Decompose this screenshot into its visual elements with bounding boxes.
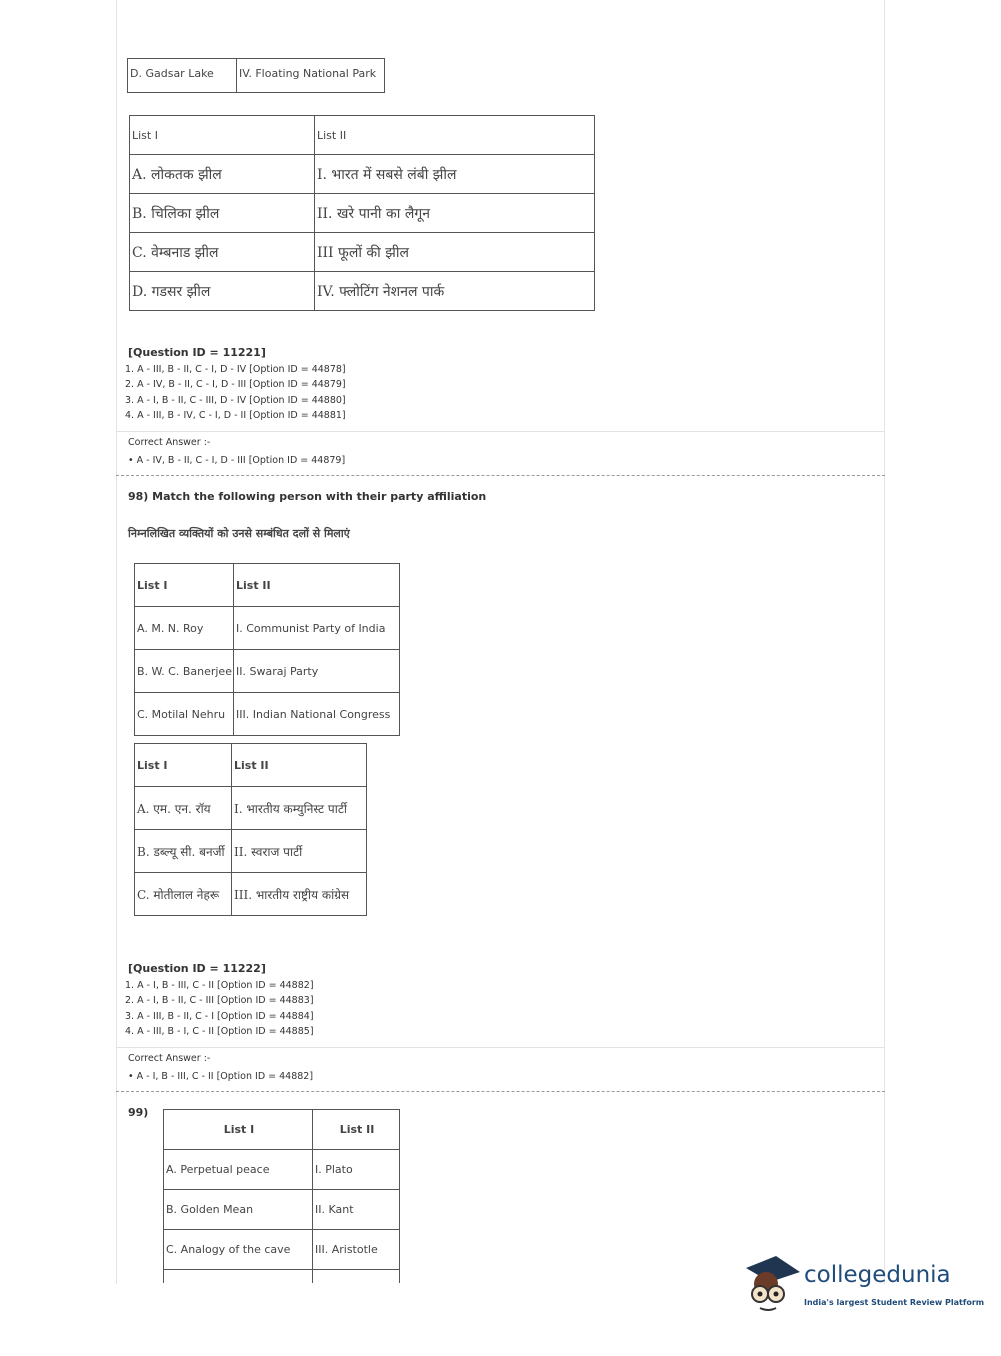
divider <box>116 1047 885 1048</box>
q97-hindi-table <box>129 115 595 311</box>
q98-hindi-table <box>134 743 367 916</box>
question-separator <box>116 1091 885 1092</box>
top-partial-table <box>127 58 385 93</box>
correct-answer-label: Correct Answer :- <box>128 437 211 448</box>
option-item: 1. A - I, B - III, C - II [Option ID = 44882] <box>125 980 314 991</box>
brand-tagline: India's largest Student Review Platform <box>804 1298 985 1307</box>
table-cell: III. Aristotle <box>313 1230 400 1270</box>
table-header-cell: List II <box>315 116 595 155</box>
table-cell: D. गडसर झील <box>130 272 315 311</box>
mascot-icon <box>742 1250 802 1316</box>
option-item: 3. A - I, B - II, C - III, D - IV [Option ID = 44880] <box>125 394 346 406</box>
table-cell: III फूलों की झील <box>315 233 595 272</box>
q98-english-table <box>134 563 400 736</box>
option-item: 2. A - I, B - II, C - III [Option ID = 44883] <box>125 995 314 1007</box>
table-cell: B. W. C. Banerjee <box>135 650 234 693</box>
table-cell: III. Indian National Congress <box>234 693 400 736</box>
table-cell: A. Perpetual peace <box>164 1150 313 1190</box>
table-cell: B. डब्ल्यू सी. बनर्जी <box>135 830 232 873</box>
question-id: [Question ID = 11221] <box>128 346 266 359</box>
option-item: 2. A - IV, B - II, C - I, D - III [Option ID = 44879] <box>125 379 346 391</box>
table-header-cell: List II <box>313 1110 400 1150</box>
table-cell: II. Swaraj Party <box>234 650 400 693</box>
question-title: 98) Match the following person with their party affiliation <box>128 490 487 503</box>
table-cell: II. Kant <box>313 1190 400 1230</box>
table-cell <box>164 1270 313 1284</box>
q99-table <box>163 1109 400 1283</box>
question-title-hindi: निम्नलिखित व्यक्तियों को उनसे सम्बंधित दलों से मिलाएं <box>128 527 350 540</box>
table-cell: IV. Floating National Park <box>237 59 385 93</box>
table-cell: II. स्वराज पार्टी <box>232 830 367 873</box>
table-cell: D. Gadsar Lake <box>128 59 237 93</box>
table-cell: A. एम. एन. रॉय <box>135 787 232 830</box>
divider <box>116 431 885 432</box>
question-separator <box>116 475 885 476</box>
table-cell: A. M. N. Roy <box>135 607 234 650</box>
table-cell: I. भारतीय कम्युनिस्ट पार्टी <box>232 787 367 830</box>
option-list <box>125 978 314 1039</box>
table-cell: I. भारत में सबसे लंबी झील <box>315 155 595 194</box>
question-id: [Question ID = 11222] <box>128 962 266 975</box>
brand-name: collegedunia <box>804 1262 951 1288</box>
table-header-cell: List I <box>135 744 232 787</box>
table-cell: I. Communist Party of India <box>234 607 400 650</box>
table-cell: II. खरे पानी का लैगून <box>315 194 595 233</box>
table-cell: C. Analogy of the cave <box>164 1230 313 1270</box>
table-cell: B. Golden Mean <box>164 1190 313 1230</box>
option-item: 3. A - III, B - II, C - I [Option ID = 44884] <box>125 1010 314 1022</box>
correct-answer: • A - I, B - III, C - II [Option ID = 44882] <box>128 1071 314 1082</box>
option-list <box>125 362 346 423</box>
table-cell: C. मोतीलाल नेहरू <box>135 873 232 916</box>
table-header-cell: List II <box>234 564 400 607</box>
q99-table-clip <box>163 1109 403 1283</box>
table-cell <box>313 1270 400 1284</box>
table-cell: A. लोकतक झील <box>130 155 315 194</box>
table-cell: C. वेम्बनाड झील <box>130 233 315 272</box>
option-item: 1. A - III, B - II, C - I, D - IV [Option ID = 44878] <box>125 364 346 375</box>
table-header-cell: List I <box>130 116 315 155</box>
table-cell: IV. फ्लोटिंग नेशनल पार्क <box>315 272 595 311</box>
correct-answer-label: Correct Answer :- <box>128 1053 211 1064</box>
option-item: 4. A - III, B - I, C - II [Option ID = 44885] <box>125 1025 314 1037</box>
question-number: 99) <box>128 1106 149 1119</box>
table-cell: I. Plato <box>313 1150 400 1190</box>
correct-answer: • A - IV, B - II, C - I, D - III [Option ID = 44879] <box>128 455 346 466</box>
table-header-cell: List I <box>135 564 234 607</box>
table-header-cell: List I <box>164 1110 313 1150</box>
table-cell: III. भारतीय राष्ट्रीय कांग्रेस <box>232 873 367 916</box>
table-header-cell: List II <box>232 744 367 787</box>
table-cell: B. चिलिका झील <box>130 194 315 233</box>
table-cell: C. Motilal Nehru <box>135 693 234 736</box>
option-item: 4. A - III, B - IV, C - I, D - II [Option ID = 44881] <box>125 409 346 421</box>
